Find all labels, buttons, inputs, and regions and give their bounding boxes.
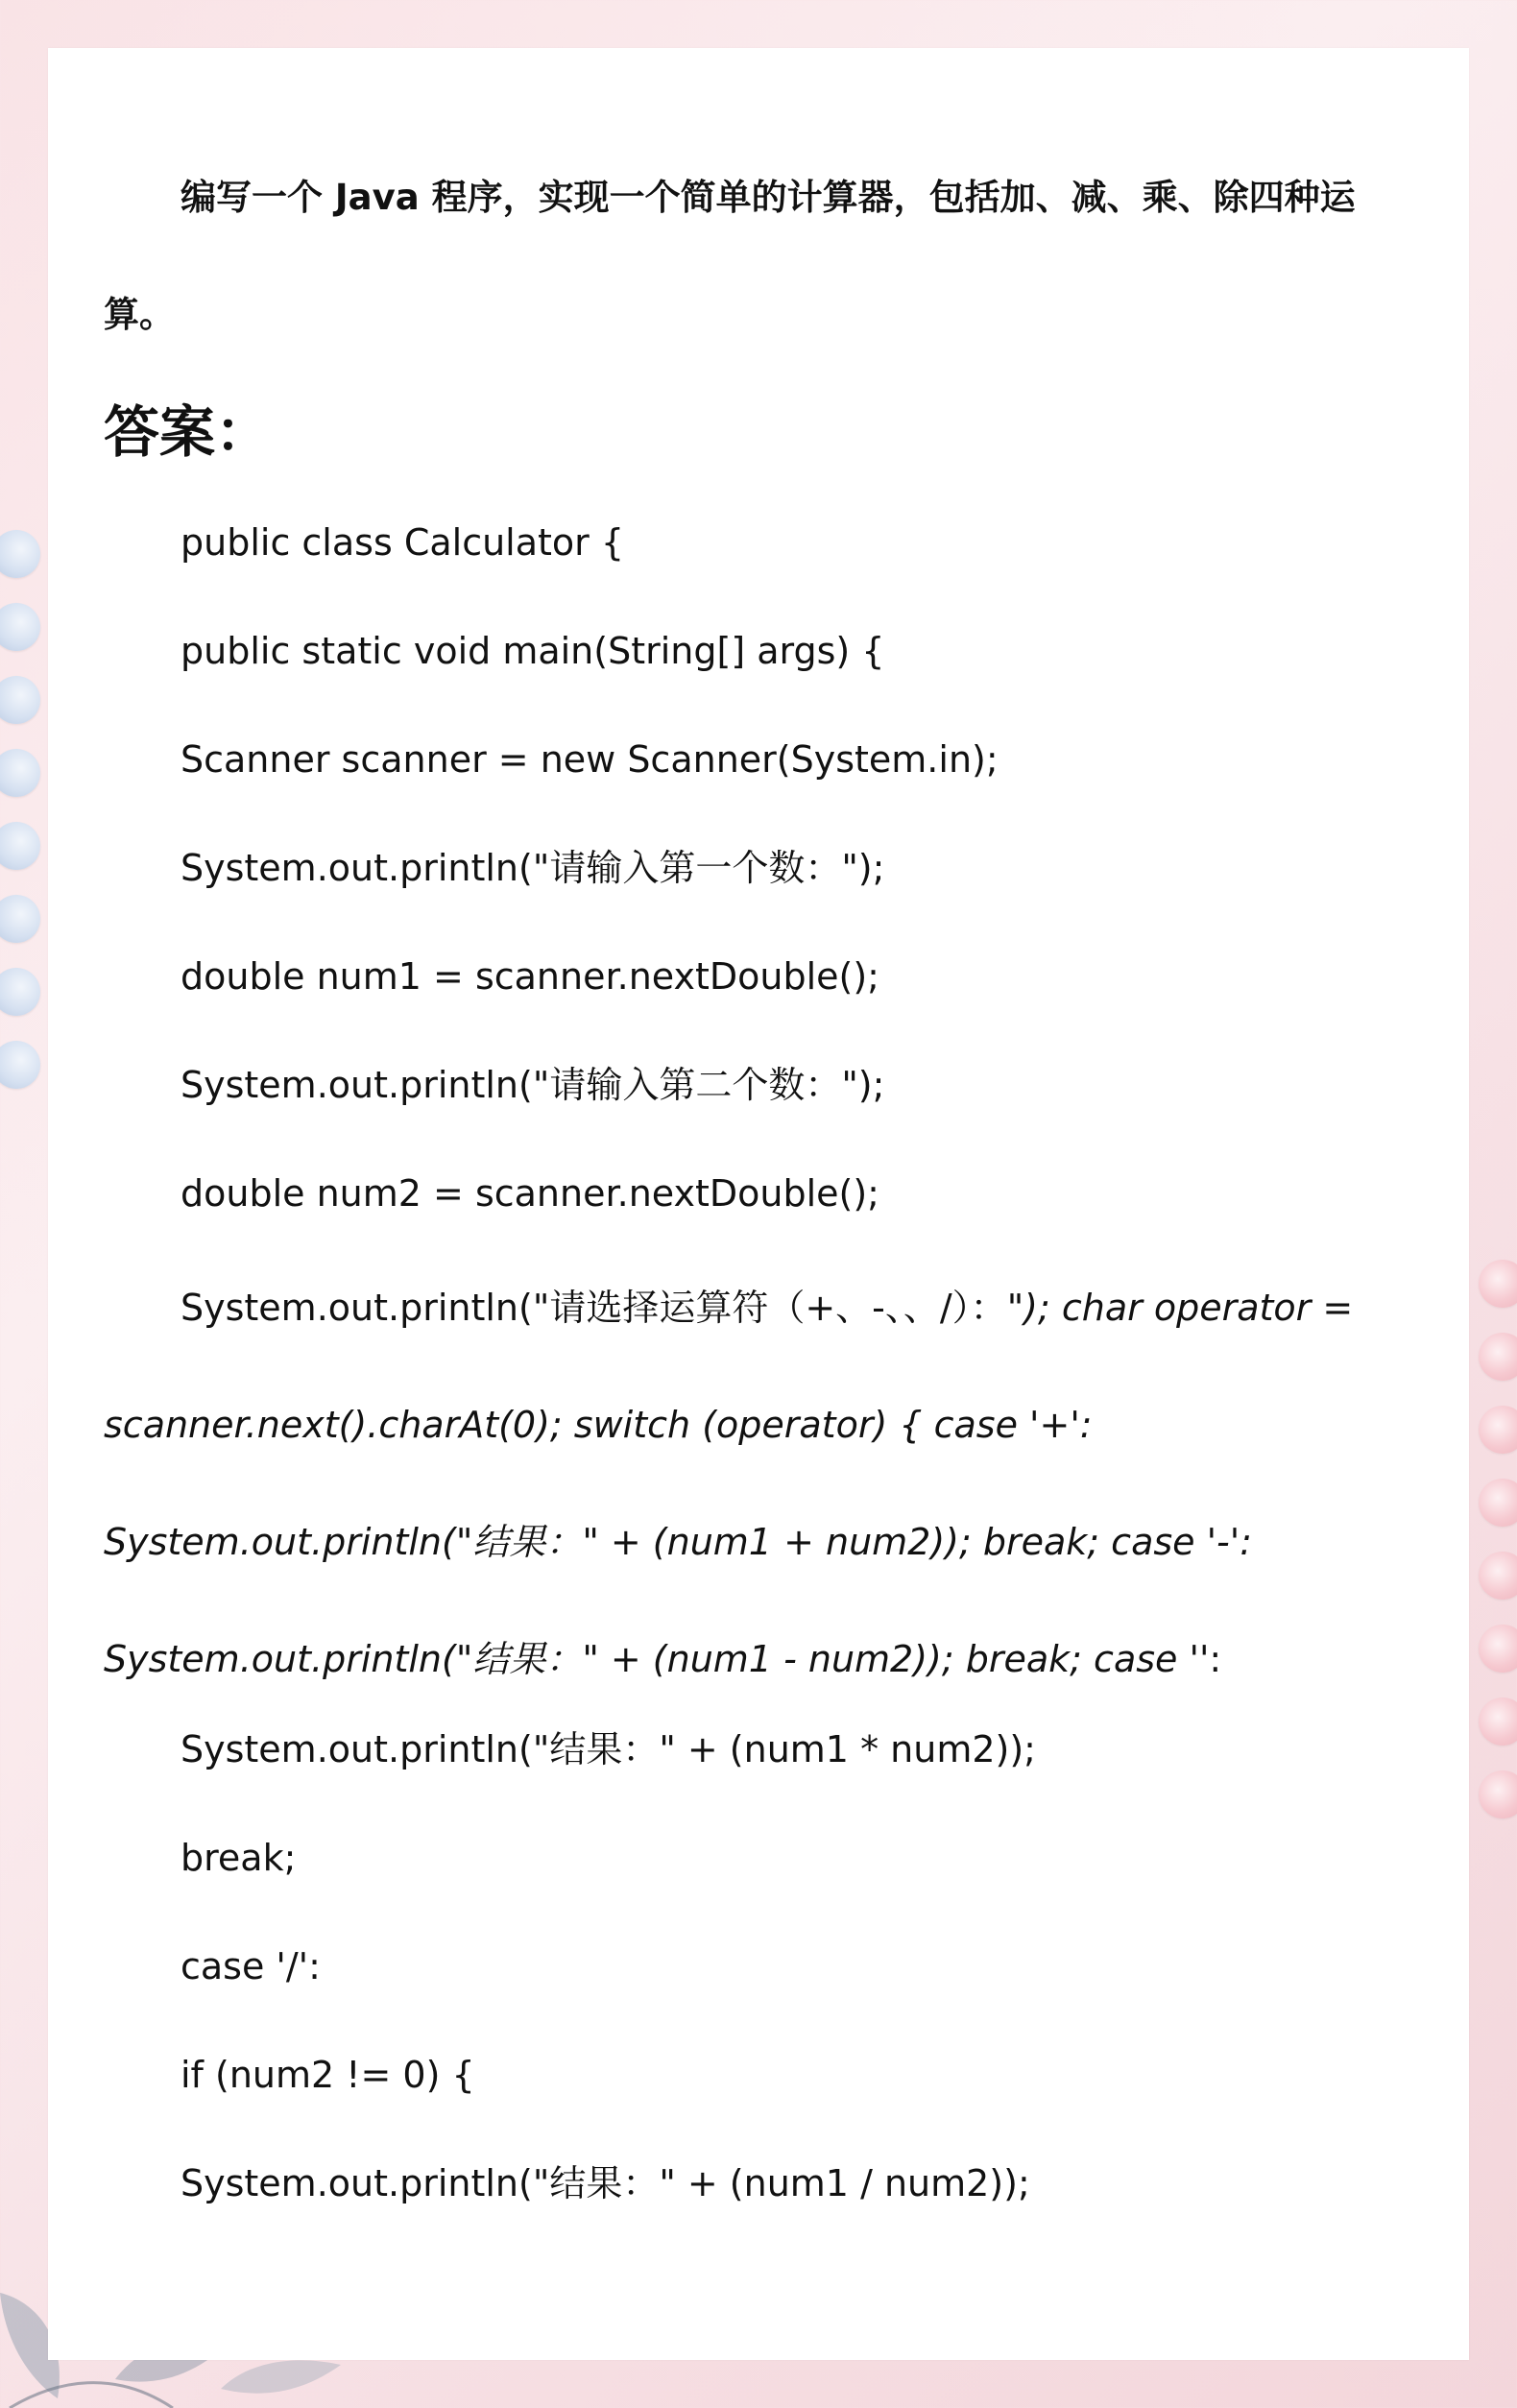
code-line: double num1 = scanner.nextDouble();	[181, 955, 879, 998]
blue-circle-decoration-icon	[0, 1041, 40, 1089]
code-line: Scanner scanner = new Scanner(System.in);	[181, 738, 999, 781]
pink-circle-decoration-icon	[1479, 1698, 1517, 1746]
pink-circle-decoration-icon	[1479, 1406, 1517, 1454]
pink-circle-decoration-icon	[1479, 1625, 1517, 1673]
pink-circle-decoration-icon	[1479, 1770, 1517, 1818]
code-line: break;	[181, 1837, 297, 1879]
code-paragraph-tail: ':	[1198, 1638, 1222, 1680]
code-paragraph-italic: "); char operator = scanner.next().charAt(0); switch (operator) { case '+': System.out.println("结果：" + (num1 + num2)); break; case '-': System.out.println("结果：" + (num1 - num2)); break; case '	[104, 1287, 1354, 1680]
code-line: System.out.println("请输入第二个数：");	[181, 1064, 885, 1106]
pink-circle-decoration-icon	[1479, 1333, 1517, 1381]
code-block	[104, 509, 1429, 2258]
blue-circle-decoration-icon	[0, 530, 40, 578]
code-line: public class Calculator {	[181, 521, 625, 564]
pink-circle-decoration-icon	[1479, 1479, 1517, 1527]
pink-circle-decoration-icon	[1479, 1260, 1517, 1308]
code-line: System.out.println("结果：" + (num1 * num2));	[181, 1728, 1036, 1770]
code-paragraph-upright: System.out.println("请选择运算符（+、-、、/）：	[181, 1287, 1007, 1329]
code-paragraph	[104, 1249, 1429, 1718]
blue-circle-decoration-icon	[0, 822, 40, 870]
answer-heading: 答案：	[104, 399, 272, 465]
code-line: double num2 = scanner.nextDouble();	[181, 1172, 879, 1215]
pink-circle-decoration-icon	[1479, 1552, 1517, 1600]
code-line: public static void main(String[] args) {	[181, 630, 885, 672]
blue-circle-decoration-icon	[0, 676, 40, 724]
blue-circle-decoration-icon	[0, 968, 40, 1016]
blue-circle-decoration-icon	[0, 603, 40, 651]
code-line: if (num2 != 0) {	[181, 2054, 475, 2096]
blue-circle-decoration-icon	[0, 895, 40, 943]
question-text: 编写一个 Java 程序，实现一个简单的计算器，包括加、减、乘、除四种运算。	[104, 177, 1356, 335]
code-line: case '/':	[181, 1945, 321, 1987]
code-line: System.out.println("请输入第一个数：");	[181, 847, 885, 889]
blue-circle-decoration-icon	[0, 749, 40, 797]
code-line: System.out.println("结果：" + (num1 / num2));	[181, 2162, 1030, 2204]
